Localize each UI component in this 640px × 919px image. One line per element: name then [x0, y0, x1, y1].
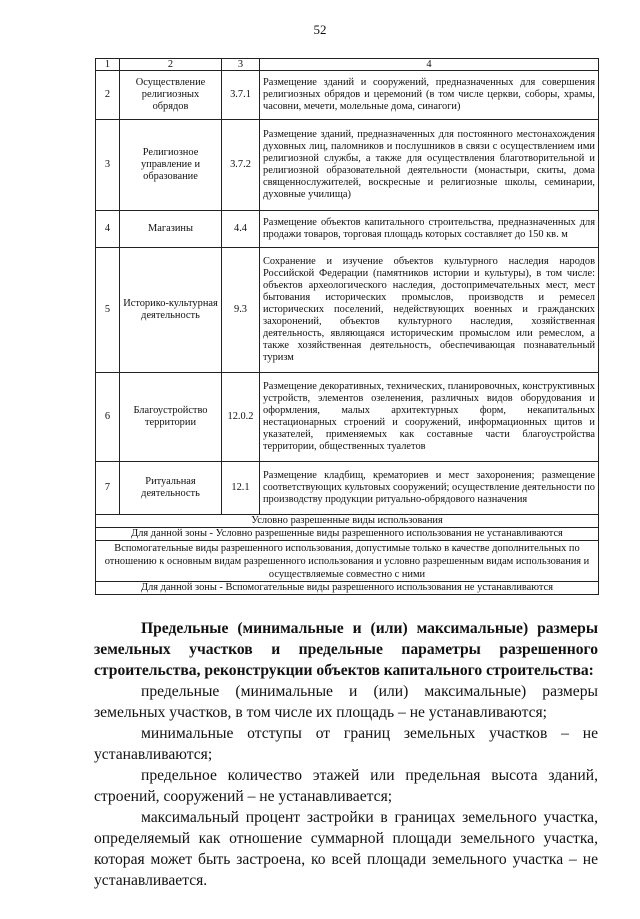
auxiliary-note-row — [96, 582, 599, 595]
use-type-description: Размещение декоративных, технических, планировочных, конструктивных устройств, элементов озеленения, различных видов оборудования и оформления, малых архитектурных форм, некапитальных нестационарных строений и сооружений, информационных щитов и указателей, применяемых как составные части благоустройства территории, общественных туалетов — [260, 373, 599, 462]
row-number: 7 — [96, 462, 120, 515]
use-type-name: Осуществление религиозных обрядов — [120, 71, 222, 120]
land-use-table — [95, 58, 599, 595]
parameters-heading: Предельные (минимальные и (или) максимальные) размеры земельных участков и предельные параметры разрешенного строительства, реконструкции объектов капитального строительства: — [94, 620, 598, 679]
conditional-note-row — [96, 528, 599, 541]
use-type-name: Благоустройство территории — [120, 373, 222, 462]
use-type-code: 3.7.2 — [222, 120, 260, 211]
auxiliary-section-title: Вспомогательные виды разрешенного использования, допустимые только в качестве дополнительных по отношению к основным видам разрешенного использования и условно разрешенным видам использования и осуществляемые совместно с ними — [96, 541, 599, 582]
parameter-paragraph: минимальные отступы от границ земельных участков – не устанавливаются; — [94, 725, 598, 763]
use-type-name: Магазины — [120, 211, 222, 248]
parameter-paragraph: максимальный процент застройки в границах земельного участка, определяемый как отношение суммарной площади земельного участка, которая может быть застроена, ко всей площади земельного участка – не устанавливается. — [94, 809, 598, 889]
table-row — [96, 373, 599, 462]
use-type-description: Размещение зданий и сооружений, предназначенных для совершения религиозных обрядов и церемоний (в том числе церкви, соборы, храмы, часовни, мечети, молельные дома, синагоги) — [260, 71, 599, 120]
row-number: 6 — [96, 373, 120, 462]
row-number: 5 — [96, 248, 120, 373]
use-type-code: 12.1 — [222, 462, 260, 515]
table-row — [96, 211, 599, 248]
parameter-paragraph: предельное количество этажей или предельная высота зданий, строений, сооружений – не устанавливается; — [94, 767, 598, 805]
use-type-code: 12.0.2 — [222, 373, 260, 462]
use-type-name: Историко-культурная деятельность — [120, 248, 222, 373]
row-number: 3 — [96, 120, 120, 211]
table-header-row — [96, 59, 599, 71]
use-type-code: 9.3 — [222, 248, 260, 373]
row-number: 4 — [96, 211, 120, 248]
conditional-section-title: Условно разрешенные виды использования — [96, 515, 599, 528]
conditional-note: Для данной зоны - Условно разрешенные виды разрешенного использования не устанавливаются — [96, 528, 599, 541]
header-col-3: 3 — [222, 59, 260, 71]
table-row — [96, 120, 599, 211]
row-number: 2 — [96, 71, 120, 120]
header-col-4: 4 — [260, 59, 599, 71]
header-col-1: 1 — [96, 59, 120, 71]
table-row — [96, 71, 599, 120]
table-row — [96, 248, 599, 373]
conditional-section-title-row — [96, 515, 599, 528]
auxiliary-note: Для данной зоны - Вспомогательные виды разрешенного использования не устанавливаются — [96, 582, 599, 595]
parameters-section — [94, 618, 598, 891]
use-type-name: Религиозное управление и образование — [120, 120, 222, 211]
page-number: 52 — [313, 22, 327, 37]
use-type-description: Сохранение и изучение объектов культурного наследия народов Российской Федерации (памятников истории и культуры), в том числе: объектов археологического наследия, достопримечательных мест, мест бытования исторических промыслов, производств и ремесел исторических поселений, недействующих военных и гражданских захоронений, объектов культурного наследия, хозяйственная деятельность, являющаяся историческим промыслом или ремеслом, а также хозяйственная деятельность, обеспечивающая познавательный туризм — [260, 248, 599, 373]
use-type-description: Размещение объектов капитального строительства, предназначенных для продажи товаров, торговая площадь которых составляет до 150 кв. м — [260, 211, 599, 248]
auxiliary-section-title-row — [96, 541, 599, 582]
header-col-2: 2 — [120, 59, 222, 71]
use-type-description: Размещение зданий, предназначенных для постоянного местонахождения духовных лиц, паломников и послушников в связи с осуществлением ими религиозной службы, а также для осуществления благотворительной и религиозной образовательной деятельности (монастыри, скиты, дома священнослужителей, воскресные и религиозные школы, семинарии, духовные училища) — [260, 120, 599, 211]
use-type-description: Размещение кладбищ, крематориев и мест захоронения; размещение соответствующих культовых сооружений; осуществление деятельности по производству продукции ритуально-обрядового назначения — [260, 462, 599, 515]
table-row — [96, 462, 599, 515]
parameter-paragraph: предельные (минимальные и (или) максимальные) размеры земельных участков, в том числе их площадь – не устанавливаются; — [94, 683, 598, 721]
use-type-name: Ритуальная деятельность — [120, 462, 222, 515]
use-type-code: 3.7.1 — [222, 71, 260, 120]
use-type-code: 4.4 — [222, 211, 260, 248]
